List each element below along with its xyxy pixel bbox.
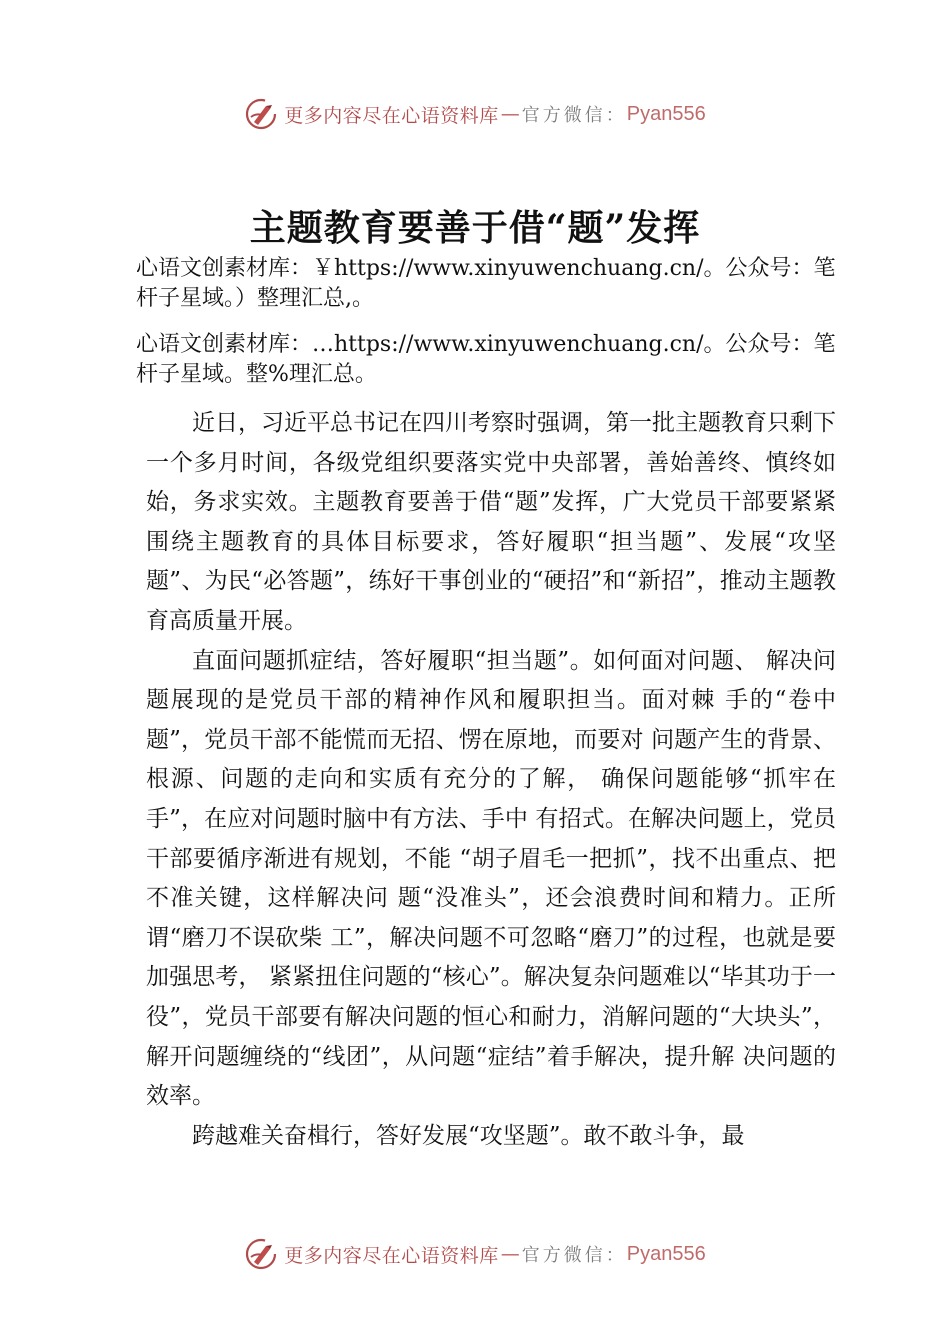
- banner-wechat-id: Pyan556: [626, 1242, 706, 1265]
- paragraph-overcoming-difficulties: 跨越难关奋楫行，答好发展“攻坚题”。敢不敢斗争，最: [192, 1122, 745, 1149]
- paragraph-problem-solving: 直面问题抓症结，答好履职“担当题”。如何面对问题、 解决问题展现的是党员干部的精神作风和履职担当。面对棘 手的“卷中题”，党员干部不能慌而无招、愣在原地，而要对 问题产生的背景、根源、问题的走向和实质有充分的了解， 确保问题能够“抓牢在手”，在应对问题时脑中有方法、手中 有招式。在解决问题上，党员干部要循序渐进有规划，不能 “胡子眉毛一把抓”，找不出重点、把不准关键，这样解决问 题“没准头”，还会浪费时间和精力。正所谓“磨刀不误砍柴 工”，解决问题不可忽略“磨刀”的过程，也就是要加强思考， 紧紧扭住问题的“核心”。解决复杂问题难以“毕其功于一役”，党员干部要有解决问题的恒心和耐力，消解问题的“大块头”，解开问题缠绕的“线团”，从问题“症结”着手解决，提升解 决问题的效率。: [146, 647, 836, 1110]
- banner-wechat-label: 官方微信：: [521, 1245, 627, 1266]
- paragraph-intro: 近日，习近平总书记在四川考察时强调，第一批主题教育只剩下一个多月时间，各级党组织要落实党中央部署，善始善终、慎终如始，务求实效。主题教育要善于借“题”发挥，广大党员干部要紧紧围绕主题教育的具体目标要求，答好履职“担当题”、发展“攻坚题”、为民“必答题”，练好干事创业的“硬招”和“新招”，推动主题教育高质量开展。: [146, 410, 836, 634]
- banner-separator: —: [500, 103, 520, 125]
- banner-wechat-label: 官方微信：: [521, 105, 627, 126]
- source-note-1: 心语文创素材库：￥https://www.xinyuwenchuang.cn/。公众号：笔杆子星域。）整理汇总,。: [136, 256, 836, 311]
- footer-watermark-banner: [0, 1232, 950, 1276]
- header-watermark-banner: [0, 92, 950, 136]
- source-note-2: 心语文创素材库：…https://www.xinyuwenchuang.cn/。公众号：笔杆子星域。整%理汇总。: [136, 332, 836, 387]
- article-body: [146, 404, 836, 1156]
- pen-nib-logo-icon: [244, 1237, 278, 1271]
- document-title: 主题教育要善于借“题”发挥: [249, 207, 701, 249]
- banner-separator: —: [500, 1243, 520, 1265]
- banner-text: 更多内容尽在心语资料库: [284, 1244, 499, 1267]
- pen-nib-logo-icon: [244, 97, 278, 131]
- banner-text: 更多内容尽在心语资料库: [284, 104, 499, 127]
- banner-wechat-id: Pyan556: [626, 102, 706, 125]
